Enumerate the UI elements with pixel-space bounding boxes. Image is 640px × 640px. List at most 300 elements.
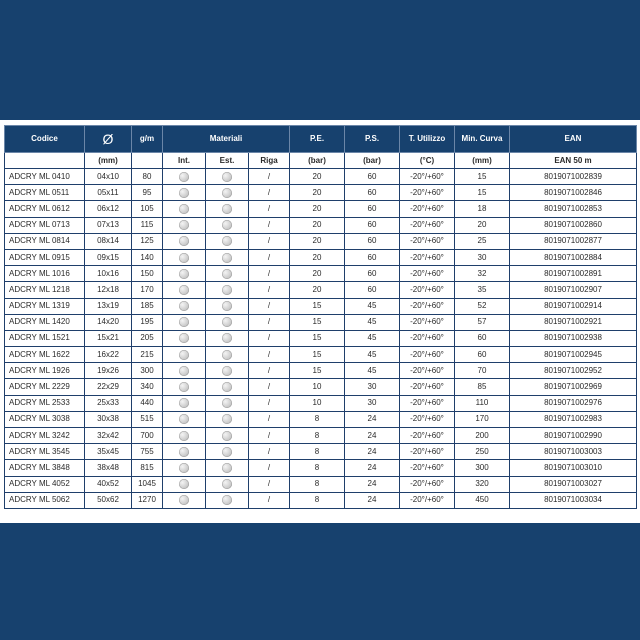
sub-est: Est. [206,153,249,169]
material-int [163,233,206,249]
curva-value: 20 [455,217,510,233]
table-row [5,476,637,492]
col-ean: EAN [510,126,637,153]
subheader-row [5,153,637,169]
temp-value: -20°/+60° [400,249,455,265]
material-swatch-icon [222,301,232,311]
temp-value: -20°/+60° [400,347,455,363]
ps-value: 24 [345,476,400,492]
material-int [163,266,206,282]
material-swatch-icon [179,204,189,214]
diameter-value: 04x10 [85,169,132,185]
material-swatch-icon [179,398,189,408]
curva-value: 15 [455,169,510,185]
product-code: ADCRY ML 4052 [5,476,85,492]
ean-value: 8019071003027 [510,476,637,492]
material-est [206,282,249,298]
riga-value: / [249,460,290,476]
curva-value: 15 [455,185,510,201]
ean-value: 8019071002877 [510,233,637,249]
curva-value: 110 [455,395,510,411]
temp-value: -20°/+60° [400,428,455,444]
pe-value: 15 [290,347,345,363]
table-row [5,347,637,363]
weight-value: 300 [132,363,163,379]
temp-value: -20°/+60° [400,185,455,201]
riga-value: / [249,217,290,233]
product-code: ADCRY ML 3242 [5,428,85,444]
weight-value: 80 [132,169,163,185]
sub-bar-ps: (bar) [345,153,400,169]
ps-value: 60 [345,169,400,185]
material-swatch-icon [222,253,232,263]
diameter-value: 06x12 [85,201,132,217]
curva-value: 450 [455,492,510,508]
material-swatch-icon [222,431,232,441]
riga-value: / [249,363,290,379]
curva-value: 60 [455,347,510,363]
material-est [206,185,249,201]
temp-value: -20°/+60° [400,460,455,476]
curva-value: 60 [455,330,510,346]
material-swatch-icon [222,382,232,392]
material-est [206,411,249,427]
diameter-value: 35x45 [85,444,132,460]
table-row [5,298,637,314]
material-swatch-icon [222,463,232,473]
sub-mm: (mm) [85,153,132,169]
table-row [5,249,637,265]
riga-value: / [249,428,290,444]
pe-value: 20 [290,217,345,233]
material-est [206,428,249,444]
weight-value: 205 [132,330,163,346]
ean-value: 8019071002969 [510,379,637,395]
ean-value: 8019071002914 [510,298,637,314]
table-row [5,492,637,508]
material-int [163,476,206,492]
material-swatch-icon [222,236,232,246]
material-swatch-icon [222,317,232,327]
table-row [5,444,637,460]
riga-value: / [249,492,290,508]
riga-value: / [249,266,290,282]
diameter-value: 13x19 [85,298,132,314]
material-swatch-icon [179,495,189,505]
ean-value: 8019071002976 [510,395,637,411]
material-swatch-icon [179,463,189,473]
temp-value: -20°/+60° [400,492,455,508]
sub-ean50: EAN 50 m [510,153,637,169]
ps-value: 24 [345,444,400,460]
diameter-value: 22x29 [85,379,132,395]
product-code: ADCRY ML 0713 [5,217,85,233]
temp-value: -20°/+60° [400,233,455,249]
material-int [163,460,206,476]
curva-value: 300 [455,460,510,476]
ean-value: 8019071002938 [510,330,637,346]
ps-value: 45 [345,298,400,314]
pe-value: 8 [290,476,345,492]
weight-value: 1045 [132,476,163,492]
pe-value: 15 [290,330,345,346]
weight-value: 340 [132,379,163,395]
table-row [5,282,637,298]
sub-celsius: (°C) [400,153,455,169]
material-est [206,460,249,476]
sub-blank [5,153,85,169]
table-body [5,169,637,509]
ean-value: 8019071002891 [510,266,637,282]
ean-value: 8019071002952 [510,363,637,379]
material-est [206,395,249,411]
material-int [163,282,206,298]
pe-value: 20 [290,266,345,282]
material-swatch-icon [222,366,232,376]
material-swatch-icon [222,269,232,279]
material-est [206,233,249,249]
riga-value: / [249,233,290,249]
temp-value: -20°/+60° [400,363,455,379]
material-int [163,330,206,346]
curva-value: 250 [455,444,510,460]
material-swatch-icon [179,366,189,376]
pe-value: 20 [290,282,345,298]
product-code: ADCRY ML 0511 [5,185,85,201]
diameter-value: 25x33 [85,395,132,411]
temp-value: -20°/+60° [400,201,455,217]
weight-value: 185 [132,298,163,314]
weight-value: 150 [132,266,163,282]
material-int [163,363,206,379]
diameter-value: 10x16 [85,266,132,282]
pe-value: 10 [290,395,345,411]
ean-value: 8019071002921 [510,314,637,330]
temp-value: -20°/+60° [400,169,455,185]
riga-value: / [249,395,290,411]
material-int [163,428,206,444]
material-int [163,395,206,411]
temp-value: -20°/+60° [400,379,455,395]
table-row [5,379,637,395]
ps-value: 24 [345,460,400,476]
ps-value: 24 [345,411,400,427]
col-materiali: Materiali [163,126,290,153]
weight-value: 440 [132,395,163,411]
diameter-value: 09x15 [85,249,132,265]
material-est [206,169,249,185]
curva-value: 35 [455,282,510,298]
ean-value: 8019071002846 [510,185,637,201]
product-code: ADCRY ML 1420 [5,314,85,330]
material-est [206,444,249,460]
temp-value: -20°/+60° [400,330,455,346]
diameter-value: 40x52 [85,476,132,492]
curva-value: 200 [455,428,510,444]
material-int [163,249,206,265]
ps-value: 60 [345,217,400,233]
table-row [5,330,637,346]
material-est [206,201,249,217]
ean-value: 8019071003010 [510,460,637,476]
curva-value: 25 [455,233,510,249]
material-swatch-icon [222,220,232,230]
weight-value: 1270 [132,492,163,508]
material-est [206,249,249,265]
riga-value: / [249,185,290,201]
material-swatch-icon [179,350,189,360]
ps-value: 45 [345,330,400,346]
col-codice: Codice [5,126,85,153]
product-code: ADCRY ML 1622 [5,347,85,363]
product-code: ADCRY ML 2229 [5,379,85,395]
pe-value: 15 [290,298,345,314]
material-swatch-icon [222,204,232,214]
material-swatch-icon [222,495,232,505]
material-int [163,185,206,201]
ean-value: 8019071002945 [510,347,637,363]
spec-table-panel [0,120,640,523]
diameter-value: 50x62 [85,492,132,508]
material-swatch-icon [179,301,189,311]
material-swatch-icon [179,317,189,327]
material-swatch-icon [179,220,189,230]
weight-value: 140 [132,249,163,265]
col-pe: P.E. [290,126,345,153]
material-est [206,476,249,492]
table-row [5,185,637,201]
curva-value: 320 [455,476,510,492]
ps-value: 45 [345,363,400,379]
material-swatch-icon [222,172,232,182]
material-swatch-icon [179,479,189,489]
weight-value: 815 [132,460,163,476]
ean-value: 8019071002853 [510,201,637,217]
product-code: ADCRY ML 5062 [5,492,85,508]
riga-value: / [249,169,290,185]
pe-value: 20 [290,233,345,249]
ps-value: 60 [345,201,400,217]
ps-value: 24 [345,492,400,508]
table-row [5,266,637,282]
riga-value: / [249,282,290,298]
material-est [206,379,249,395]
product-code: ADCRY ML 3848 [5,460,85,476]
material-int [163,314,206,330]
material-swatch-icon [222,285,232,295]
material-int [163,201,206,217]
col-diameter [85,126,132,153]
material-est [206,330,249,346]
diameter-icon: Ø [102,131,114,147]
product-code: ADCRY ML 0915 [5,249,85,265]
material-swatch-icon [179,285,189,295]
ps-value: 60 [345,185,400,201]
curva-value: 70 [455,363,510,379]
temp-value: -20°/+60° [400,282,455,298]
material-int [163,217,206,233]
temp-value: -20°/+60° [400,444,455,460]
material-est [206,298,249,314]
material-swatch-icon [179,253,189,263]
temp-value: -20°/+60° [400,476,455,492]
material-swatch-icon [222,479,232,489]
product-code: ADCRY ML 1926 [5,363,85,379]
material-swatch-icon [179,333,189,343]
material-est [206,266,249,282]
table-row [5,233,637,249]
diameter-value: 32x42 [85,428,132,444]
spec-table [4,125,637,509]
weight-value: 215 [132,347,163,363]
material-swatch-icon [179,414,189,424]
material-int [163,169,206,185]
material-int [163,379,206,395]
pe-value: 20 [290,201,345,217]
header-row [5,126,637,153]
ps-value: 30 [345,379,400,395]
material-swatch-icon [222,333,232,343]
riga-value: / [249,347,290,363]
weight-value: 700 [132,428,163,444]
curva-value: 57 [455,314,510,330]
ean-value: 8019071003003 [510,444,637,460]
riga-value: / [249,201,290,217]
sub-mm-curva: (mm) [455,153,510,169]
riga-value: / [249,411,290,427]
diameter-value: 05x11 [85,185,132,201]
material-swatch-icon [222,414,232,424]
ps-value: 60 [345,266,400,282]
temp-value: -20°/+60° [400,217,455,233]
ean-value: 8019071002839 [510,169,637,185]
diameter-value: 12x18 [85,282,132,298]
curva-value: 30 [455,249,510,265]
curva-value: 85 [455,379,510,395]
pe-value: 15 [290,363,345,379]
material-swatch-icon [222,398,232,408]
ps-value: 60 [345,282,400,298]
material-swatch-icon [179,236,189,246]
sub-riga: Riga [249,153,290,169]
weight-value: 105 [132,201,163,217]
ps-value: 60 [345,249,400,265]
material-est [206,363,249,379]
riga-value: / [249,298,290,314]
material-swatch-icon [179,188,189,198]
weight-value: 195 [132,314,163,330]
material-int [163,347,206,363]
riga-value: / [249,444,290,460]
ean-value: 8019071002860 [510,217,637,233]
pe-value: 8 [290,428,345,444]
col-ps: P.S. [345,126,400,153]
curva-value: 52 [455,298,510,314]
product-code: ADCRY ML 3545 [5,444,85,460]
diameter-value: 15x21 [85,330,132,346]
ps-value: 60 [345,233,400,249]
pe-value: 8 [290,492,345,508]
pe-value: 20 [290,249,345,265]
material-int [163,492,206,508]
riga-value: / [249,379,290,395]
material-int [163,444,206,460]
table-row [5,217,637,233]
ean-value: 8019071002990 [510,428,637,444]
material-swatch-icon [222,350,232,360]
table-row [5,395,637,411]
diameter-value: 38x48 [85,460,132,476]
diameter-value: 07x13 [85,217,132,233]
diameter-value: 19x26 [85,363,132,379]
material-swatch-icon [179,431,189,441]
material-est [206,347,249,363]
product-code: ADCRY ML 1319 [5,298,85,314]
material-est [206,217,249,233]
temp-value: -20°/+60° [400,395,455,411]
diameter-value: 30x38 [85,411,132,427]
diameter-value: 14x20 [85,314,132,330]
curva-value: 32 [455,266,510,282]
product-code: ADCRY ML 0410 [5,169,85,185]
weight-value: 125 [132,233,163,249]
table-row [5,460,637,476]
pe-value: 10 [290,379,345,395]
temp-value: -20°/+60° [400,314,455,330]
table-row [5,363,637,379]
material-swatch-icon [222,447,232,457]
temp-value: -20°/+60° [400,266,455,282]
pe-value: 20 [290,169,345,185]
material-swatch-icon [179,382,189,392]
product-code: ADCRY ML 3038 [5,411,85,427]
table-row [5,201,637,217]
col-min-curva: Min. Curva [455,126,510,153]
diameter-value: 08x14 [85,233,132,249]
material-int [163,411,206,427]
material-swatch-icon [222,188,232,198]
pe-value: 15 [290,314,345,330]
ps-value: 45 [345,314,400,330]
ean-value: 8019071002884 [510,249,637,265]
curva-value: 170 [455,411,510,427]
temp-value: -20°/+60° [400,298,455,314]
pe-value: 8 [290,411,345,427]
temp-value: -20°/+60° [400,411,455,427]
riga-value: / [249,476,290,492]
sub-bar-pe: (bar) [290,153,345,169]
diameter-value: 16x22 [85,347,132,363]
weight-value: 515 [132,411,163,427]
weight-value: 115 [132,217,163,233]
curva-value: 18 [455,201,510,217]
material-swatch-icon [179,172,189,182]
material-swatch-icon [179,447,189,457]
material-est [206,492,249,508]
weight-value: 170 [132,282,163,298]
product-code: ADCRY ML 2533 [5,395,85,411]
col-gm: g/m [132,126,163,153]
pe-value: 20 [290,185,345,201]
weight-value: 95 [132,185,163,201]
ps-value: 24 [345,428,400,444]
ean-value: 8019071003034 [510,492,637,508]
table-row [5,314,637,330]
material-int [163,298,206,314]
product-code: ADCRY ML 1521 [5,330,85,346]
table-row [5,169,637,185]
material-est [206,314,249,330]
